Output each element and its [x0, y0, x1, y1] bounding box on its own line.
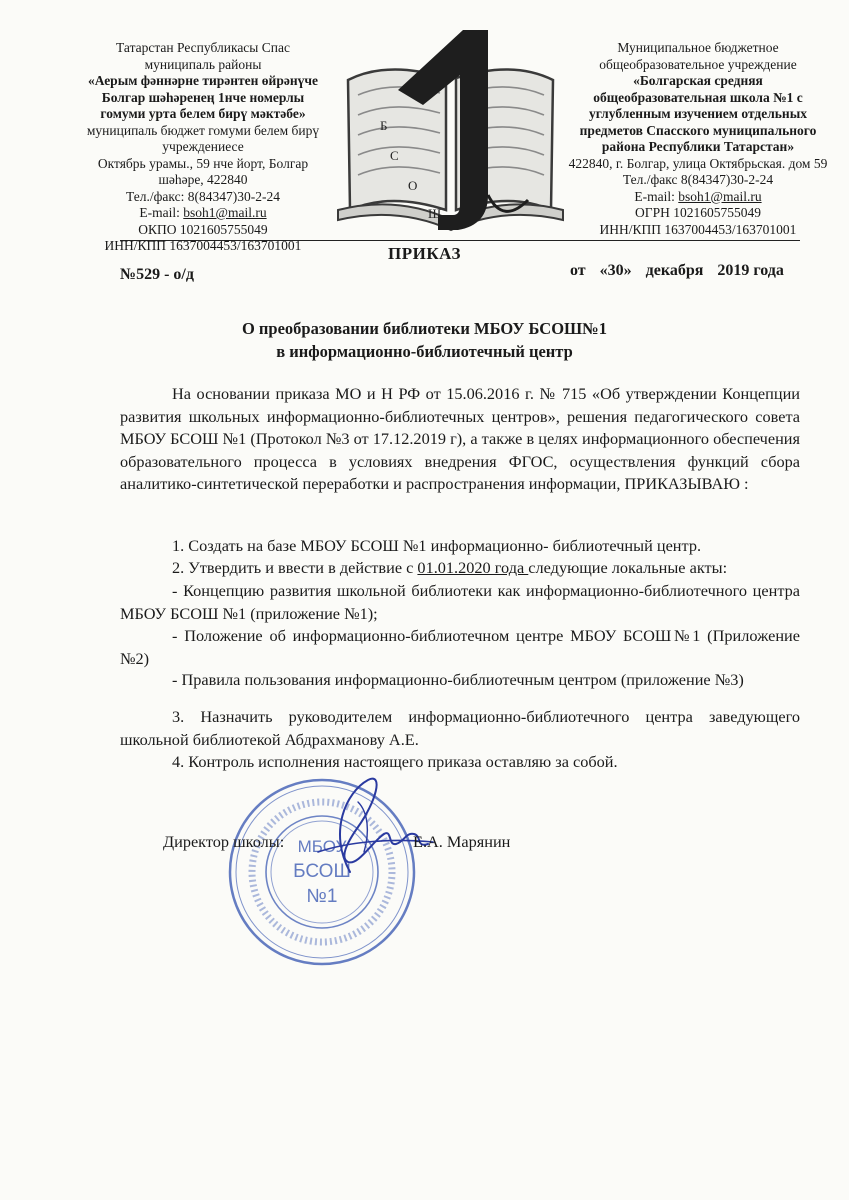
letterhead-right [568, 40, 828, 238]
header-divider [120, 240, 800, 241]
hdr-left-inn: ИНН/КПП 1637004453/163701001 [104, 238, 302, 253]
hdr-right-email [578, 189, 818, 206]
order-item-1: 1. Создать на базе МБОУ БСОШ №1 информационно- библиотечный центр. [172, 536, 702, 555]
hdr-right-school-name: района Республики Татарстан» [601, 139, 795, 154]
hdr-right-line: Муниципальное бюджетное [617, 40, 779, 55]
hdr-left-okpo: ОКПО 1021605755049 [138, 221, 268, 237]
hdr-left-school-name: Болгар шәһәренең 1нче номерлы [101, 89, 305, 105]
date-month: декабря [645, 262, 704, 279]
hdr-right-line: общеобразовательное учреждение [599, 56, 797, 72]
stamp-line: №1 [306, 886, 338, 907]
hdr-left-address: Октябрь урамы., 59 нче йорт, Болгар [97, 155, 309, 171]
signature-name: Е.А. Марянин [413, 832, 511, 851]
logo-letter-s: С [390, 148, 399, 163]
hdr-right-school-name: углубленным изучением отдельных [588, 106, 807, 121]
hdr-right-school-name: общеобразовательная школа №1 с [593, 89, 803, 105]
order-item-rules: - Правила пользования информационно-библиотечным центром (приложение №3) [172, 670, 744, 689]
director-signature [288, 772, 438, 877]
stamp-line: БСОШ [293, 861, 351, 882]
item2-date: 01.01.2020 года [417, 558, 529, 577]
hdr-left-school-name: «Аерым фәннәрне тирәнтен өйрәнүче [88, 73, 318, 88]
stamp-line: МБОУ [297, 837, 347, 856]
email-label: E-mail: [139, 205, 184, 220]
item2-text: 2. Утвердить и ввести в действие с [172, 558, 418, 577]
item2-text-after: следующие локальные акты: [528, 558, 728, 577]
order-item-regulation: - Положение об информационно-библиотечном центре МБОУ БСОШ№1 (Приложение №2) [120, 626, 800, 668]
subject-line: О преобразовании библиотеки МБОУ БСОШ№1 [241, 319, 608, 338]
email-link[interactable]: bsoh1@mail.ru [183, 205, 267, 220]
hdr-left-line: учреждениесе [162, 139, 244, 154]
order-item-2 [120, 557, 800, 580]
logo-letter-b: Б [380, 118, 388, 133]
order-item-concept: - Концепцию развития школьной библиотеки как информационно-библиотечного центра МБОУ БСОШ №1 (приложение №1); [120, 581, 800, 623]
hdr-left-line: муниципаль районы [144, 56, 262, 72]
date-year: 2019 года [717, 262, 784, 279]
hdr-right-inn: ИНН/КПП 1637004453/163701001 [599, 221, 797, 237]
date-day: «30» [599, 262, 632, 279]
order-number: №529 - о/д [120, 266, 194, 283]
order-title: ПРИКАЗ [388, 244, 461, 263]
hdr-left-address: шәһәре, 422840 [158, 172, 248, 187]
preamble-paragraph: На основании приказа МО и Н РФ от 15.06.2016 г. № 715 «Об утверждении Концепции развития школьных информационно-библиотечных центров», решения педагогического совета МБОУ БСОШ №1 (Протокол №3 от 17.12.2019 г), а также в целях информационного обеспечения образовательного процесса в условиях внедрения ФГОС, осуществления функций сбора аналитико-синтетической переработки и распространения информации, ПРИКАЗЫВАЮ : [120, 384, 800, 493]
subject-line: в информационно-библиотечный центр [276, 342, 573, 361]
order-date [570, 262, 784, 280]
order-item-3: 3. Назначить руководителем информационно-библиотечного центра заведующего школьной библиотекой Абдрахманову А.Е. [120, 707, 800, 749]
hdr-left-email [78, 205, 328, 222]
school-logo [328, 20, 573, 242]
hdr-left-line: муниципаль бюджет гомуми белем бирү [86, 122, 320, 138]
email-link[interactable]: bsoh1@mail.ru [678, 188, 762, 204]
hdr-right-school-name: предметов Спасского муниципального [579, 122, 817, 138]
hdr-left-phone: Тел./факс: 8(84347)30-2-24 [126, 188, 280, 204]
email-label: E-mail: [634, 188, 679, 204]
hdr-right-school-name: «Болгарская средняя [633, 73, 763, 88]
hdr-right-ogrn: ОГРН 1021605755049 [635, 205, 761, 220]
hdr-left-school-name: гомуми урта белем бирү мәктәбе» [100, 106, 306, 121]
hdr-left-line: Татарстан Республикасы Спас [116, 40, 290, 55]
logo-letter-sh: Ш [428, 206, 442, 221]
date-prefix: от [570, 262, 586, 279]
logo-letter-o: О [408, 178, 418, 193]
signature-role: Директор школы: [163, 832, 285, 851]
hdr-right-phone: Тел./факс 8(84347)30-2-24 [622, 172, 774, 187]
hdr-right-address: 422840, г. Болгар, улица Октябрьская. дом 59 [568, 155, 828, 171]
order-item-4: 4. Контроль исполнения настоящего приказа оставляю за собой. [172, 752, 618, 771]
letterhead-left [78, 40, 328, 255]
order-subject [0, 317, 849, 363]
